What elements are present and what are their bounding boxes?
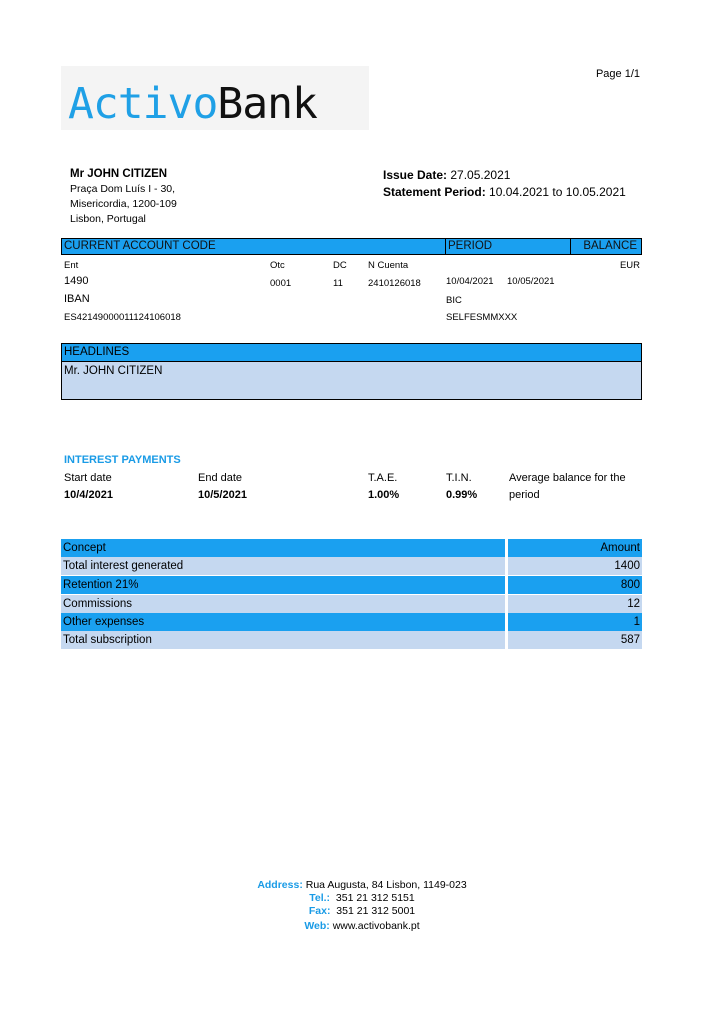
account-code-header: CURRENT ACCOUNT CODE <box>64 240 216 252</box>
bic-label: BIC <box>446 295 462 306</box>
table-row <box>61 613 642 631</box>
average-balance-label-line2: period <box>509 489 540 501</box>
table-row <box>61 595 642 613</box>
table-row <box>61 557 642 575</box>
iban-value: ES4214900001112410601​8 <box>64 312 181 323</box>
average-balance-label-line1: Average balance for the <box>509 472 626 484</box>
otc-label: Otc <box>270 260 285 271</box>
table-row <box>61 576 642 594</box>
account-header-bar <box>61 238 642 255</box>
start-date-value: 10/4/2021 <box>64 489 113 501</box>
statement-info <box>383 167 626 201</box>
tae-label: T.A.E. <box>368 472 398 484</box>
iban-label: IBAN <box>64 293 90 305</box>
concept-cell: Total interest generated <box>61 557 505 575</box>
tel-value: 351 21 312 5151 <box>335 892 415 904</box>
address-line: Praça Dom Luís I - 30, <box>70 183 176 195</box>
footer-fax <box>0 905 724 918</box>
address-line: Misericordia, 1200-109 <box>70 198 177 210</box>
headlines-header: HEADLINES <box>62 344 641 362</box>
address-value: Rua Augusta, 84 Lisbon, 1149-023 <box>305 879 467 891</box>
period-to: 10/05/2021 <box>507 276 555 287</box>
amount-header: Amount <box>508 539 642 557</box>
footer-address <box>0 879 724 892</box>
tae-value: 1.00% <box>368 489 400 501</box>
issue-date-label: Issue Date: <box>383 168 448 182</box>
concept-cell: Retention 21% <box>61 576 505 594</box>
page-number: Page 1/1 <box>595 68 640 80</box>
otc-value: 0001 <box>270 278 292 289</box>
end-date-label: End date <box>198 472 243 484</box>
tin-value: 0.99% <box>446 489 478 501</box>
amount-cell: 800 <box>508 576 642 594</box>
bic-value: SELFESMMXXX <box>446 312 518 323</box>
headlines-box <box>61 343 642 400</box>
fax-label: Fax: <box>308 905 331 917</box>
footer-web <box>0 920 724 933</box>
activobank-logo: ActivoBank <box>68 79 317 129</box>
end-date-value: 10/5/2021 <box>198 489 247 501</box>
balance-header: BALANCE <box>570 239 641 254</box>
fax-value: 351 21 312 5001 <box>336 905 416 917</box>
ent-value: 1490 <box>64 275 89 287</box>
interest-payments-title: INTEREST PAYMENTS <box>64 454 181 466</box>
concept-cell: Total subscription <box>61 631 505 649</box>
ent-label: Ent <box>64 260 79 271</box>
table-row <box>61 631 642 649</box>
start-date-label: Start date <box>64 472 112 484</box>
statement-period-label: Statement Period: <box>383 185 486 199</box>
address-line: Lisbon, Portugal <box>70 213 146 225</box>
amount-cell: 12 <box>508 595 642 613</box>
amount-cell: 587 <box>508 631 642 649</box>
concept-table-header <box>61 539 642 557</box>
footer-tel <box>0 892 724 905</box>
tel-label: Tel.: <box>309 892 331 904</box>
web-label: Web: <box>304 920 330 932</box>
account-holder: Mr. JOHN CITIZEN <box>64 365 163 377</box>
concept-cell: Commissions <box>61 595 505 613</box>
currency: EUR <box>619 260 640 271</box>
tin-label: T.I.N. <box>446 472 472 484</box>
ncuenta-value: 2410126018 <box>368 278 421 289</box>
customer-name: Mr JOHN CITIZEN <box>70 168 168 180</box>
address-label: Address: <box>257 879 303 891</box>
issue-date: 27.05.2021 <box>450 168 511 182</box>
concept-cell: Other expenses <box>61 613 505 631</box>
period-header: PERIOD <box>445 239 570 254</box>
dc-value: 11 <box>333 278 343 289</box>
customer-block <box>70 167 177 227</box>
concept-header: Concept <box>61 539 505 557</box>
period-from: 10/04/2021 <box>446 276 494 287</box>
amount-cell: 1 <box>508 613 642 631</box>
dc-label: DC <box>333 260 347 271</box>
amount-cell: 1400 <box>508 557 642 575</box>
ncuenta-label: N Cuenta <box>368 260 409 271</box>
statement-period: 10.04.2021 to 10.05.2021 <box>489 185 626 199</box>
web-link[interactable]: www.activobank.pt <box>332 920 420 932</box>
